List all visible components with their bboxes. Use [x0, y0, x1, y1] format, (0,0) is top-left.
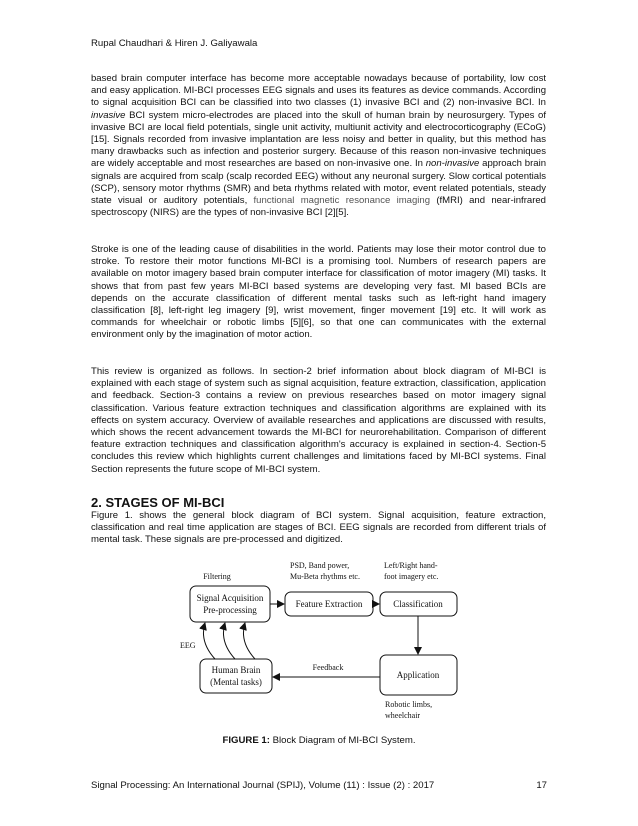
paragraph-2: Stroke is one of the leading cause of disabilities in the world. Patients may lose their motor control due to stroke. To restore their motor functions MI-BCI is a promising tool. Numbers of research papers are available on motor imagery based brain computer interface for classification of motor imagery (MI) tasks. It shows that from past few years MI-BCI based systems are developing very fast. MI based BCIs are depends on the accurate classification of different mental tasks such as left-right hand imagery classification [8], left-right leg imagery [9], wrist movement, finger movement [19] etc. It will work as commands for wheelchair or robotic limbs [5][6], so that one can communicates with the external environment only by the imagination of motor action. — [91, 244, 546, 341]
application-label: Application — [396, 670, 440, 680]
figure-caption — [0, 735, 638, 746]
paragraph-1 — [91, 73, 546, 219]
p1-text-4: (fMRI) and near-infrared spectroscopy (NIRS) are the types of non-invasive BCI [2][5]. — [91, 195, 546, 219]
signal-acquisition-box — [190, 586, 270, 622]
mental-tasks-label: (Mental tasks) — [210, 677, 262, 687]
robotic-label-1: Robotic limbs, — [385, 700, 433, 709]
eeg-arrow-3 — [243, 623, 255, 659]
feedback-label: Feedback — [312, 663, 344, 672]
filtering-label: Filtering — [203, 572, 231, 581]
caption-label: FIGURE 1: — [222, 735, 270, 746]
p1-text-fmri: functional magnetic resonance imaging — [253, 195, 431, 207]
paragraph-3: This review is organized as follows. In section-2 brief information about block diagram of MI-BCI is explained with each stage of system such as signal acquisition, feature extraction, classification, application and feedback. Section-3 contains a review on previous researches based on motor imagery signal classification. Various feature extraction techniques and classification algorithms are explained with its effects on system accuracy. Overview of available researches and applications are discussed with results, which shows the recent advancement towards the MI-BCI for neurorehabilitation. Comparison of different feature extraction techniques and classification algorithm's accuracy is explained in section-4. Section-5 concludes this review which highlights current challenges and limitations faced by MI-BCI systems. Final Section represents the future scope of MI-BCI system. — [91, 366, 546, 475]
caption-text: Block Diagram of MI-BCI System. — [269, 735, 416, 746]
p1-text-3: approach brain signals are acquired from scalp (scalp recorded EEG) without any neuronal surgery. Slow cortical potentials (SCP), sensory motor rhythms (SMR) and beta rhythms related with motor, event related potentials, steady state visual or auditory potentials, — [91, 158, 546, 207]
leftright-label-2: foot imagery etc. — [384, 572, 439, 581]
eeg-arrow-1 — [203, 623, 215, 659]
block-diagram — [175, 556, 475, 726]
preprocessing-label: Pre-processing — [203, 605, 257, 615]
section-heading: 2. STAGES OF MI-BCI — [91, 495, 225, 510]
psd-label-1: PSD, Band power, — [290, 561, 350, 570]
page-number: 17 — [536, 780, 547, 791]
eeg-label: EEG — [180, 641, 196, 650]
p1-em-non-invasive: non-invasive — [425, 158, 480, 170]
human-brain-label: Human Brain — [211, 665, 261, 675]
robotic-label-2: wheelchair — [385, 711, 421, 720]
p1-text-2: BCI system micro-electrodes are placed into the skull of human brain by neurosurgery. Types of invasive BCI are local field potentials, single unit activity, multiunit activity and electrocorticography (ECoG) [15]. Signals recorded from invasive implantation are less noisy and better in quality, but this method has many drawbacks such as infection and posterior surgery. Because of this reason non-invasive techniques are widely acceptable and most researches are based on non-invasive one. In — [91, 109, 546, 170]
psd-label-2: Mu-Beta rhythms etc. — [290, 572, 360, 581]
journal-footer: Signal Processing: An International Journal (SPIJ), Volume (11) : Issue (2) : 2017 — [91, 780, 435, 791]
feature-extraction-label: Feature Extraction — [295, 599, 363, 609]
eeg-arrow-2 — [223, 623, 235, 659]
classification-label: Classification — [393, 599, 443, 609]
leftright-label-1: Left/Right hand- — [384, 561, 438, 570]
running-header: Rupal Chaudhari & Hiren J. Galiyawala — [91, 38, 258, 49]
signal-acquisition-label: Signal Acquisition — [196, 593, 264, 603]
paragraph-4: Figure 1. shows the general block diagram of BCI system. Signal acquisition, feature extraction, classification and real time application are stages of BCI. EEG signals are recorded from different trials of mental task. These signals are pre-processed and digitized. — [91, 510, 546, 546]
p1-em-invasive: invasive — [91, 109, 126, 121]
p1-text-1: based brain computer interface has become more acceptable nowadays because of portability, low cost and easy application. MI-BCI processes EEG signals and uses its features as device commands. According to signal acquisition BCI can be classified into two classes (1) invasive BCI and (2) non-invasive BCI. In — [91, 73, 546, 109]
